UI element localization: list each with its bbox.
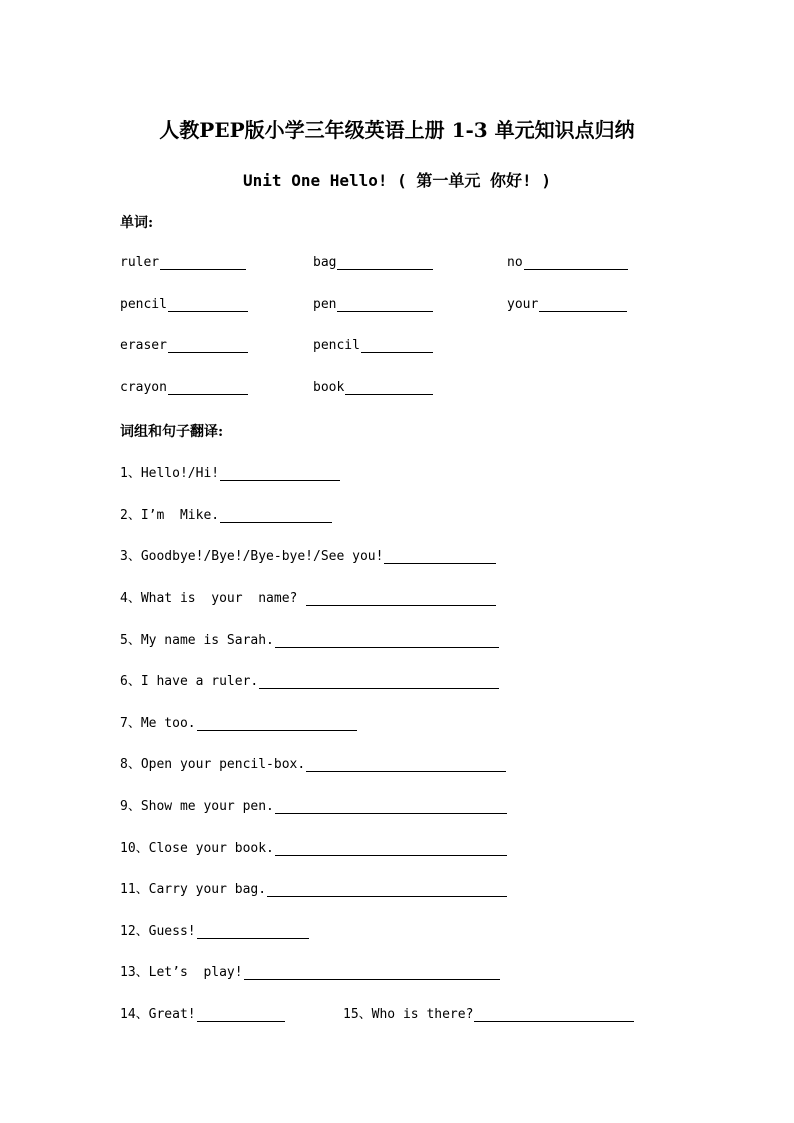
phrase-item: 4、What is your name? xyxy=(120,587,496,606)
answer-blank[interactable] xyxy=(197,924,309,939)
answer-blank[interactable] xyxy=(384,549,496,564)
phrase-item: 11、Carry your bag. xyxy=(120,878,507,897)
answer-blank[interactable] xyxy=(168,380,248,395)
answer-blank[interactable] xyxy=(220,466,340,481)
answer-blank[interactable] xyxy=(244,965,500,980)
vocab-item: no xyxy=(507,255,628,270)
answer-blank[interactable] xyxy=(539,297,627,312)
vocab-item: crayon xyxy=(120,380,248,395)
phrase-item: 15、Who is there? xyxy=(343,1003,634,1022)
answer-blank[interactable] xyxy=(345,380,433,395)
answer-blank[interactable] xyxy=(337,255,433,270)
answer-blank[interactable] xyxy=(361,338,433,353)
phrase-item: 5、My name is Sarah. xyxy=(120,629,499,648)
answer-blank[interactable] xyxy=(474,1007,634,1022)
vocab-item: book xyxy=(313,380,433,395)
vocab-item: eraser xyxy=(120,338,248,353)
phrase-item: 12、Guess! xyxy=(120,920,309,939)
answer-blank[interactable] xyxy=(275,633,499,648)
answer-blank[interactable] xyxy=(275,841,507,856)
unit-title: Unit One Hello! ( 第一单元 你好! ) xyxy=(243,171,551,190)
phrase-item: 10、Close your book. xyxy=(120,837,507,856)
phrase-item: 2、I’m Mike. xyxy=(120,504,332,523)
phrase-item: 7、Me too. xyxy=(120,712,357,731)
vocab-heading: 单词: xyxy=(120,215,154,231)
phrases-heading: 词组和句子翻译: xyxy=(120,424,224,440)
answer-blank[interactable] xyxy=(306,757,506,772)
answer-blank[interactable] xyxy=(306,591,496,606)
phrase-item: 9、Show me your pen. xyxy=(120,795,507,814)
vocab-item: your xyxy=(507,297,627,312)
answer-blank[interactable] xyxy=(337,297,433,312)
answer-blank[interactable] xyxy=(168,297,248,312)
phrase-item: 6、I have a ruler. xyxy=(120,670,499,689)
phrase-item: 1、Hello!/Hi! xyxy=(120,462,340,481)
answer-blank[interactable] xyxy=(197,1007,285,1022)
vocab-item: pen xyxy=(313,297,433,312)
phrase-item: 14、Great! xyxy=(120,1003,285,1022)
answer-blank[interactable] xyxy=(267,882,507,897)
vocab-item: bag xyxy=(313,255,433,270)
answer-blank[interactable] xyxy=(275,799,507,814)
phrase-item: 13、Let’s play! xyxy=(120,961,500,980)
answer-blank[interactable] xyxy=(259,674,499,689)
answer-blank[interactable] xyxy=(168,338,248,353)
vocab-item: ruler xyxy=(120,255,246,270)
phrase-item: 3、Goodbye!/Bye!/Bye-bye!/See you! xyxy=(120,545,496,564)
answer-blank[interactable] xyxy=(524,255,628,270)
phrase-item: 8、Open your pencil-box. xyxy=(120,753,506,772)
answer-blank[interactable] xyxy=(197,716,357,731)
answer-blank[interactable] xyxy=(160,255,246,270)
page-title: 人教PEP版小学三年级英语上册 1-3 单元知识点归纳 xyxy=(159,118,635,142)
vocab-item: pencil xyxy=(313,338,433,353)
vocab-item: pencil xyxy=(120,297,248,312)
answer-blank[interactable] xyxy=(220,508,332,523)
